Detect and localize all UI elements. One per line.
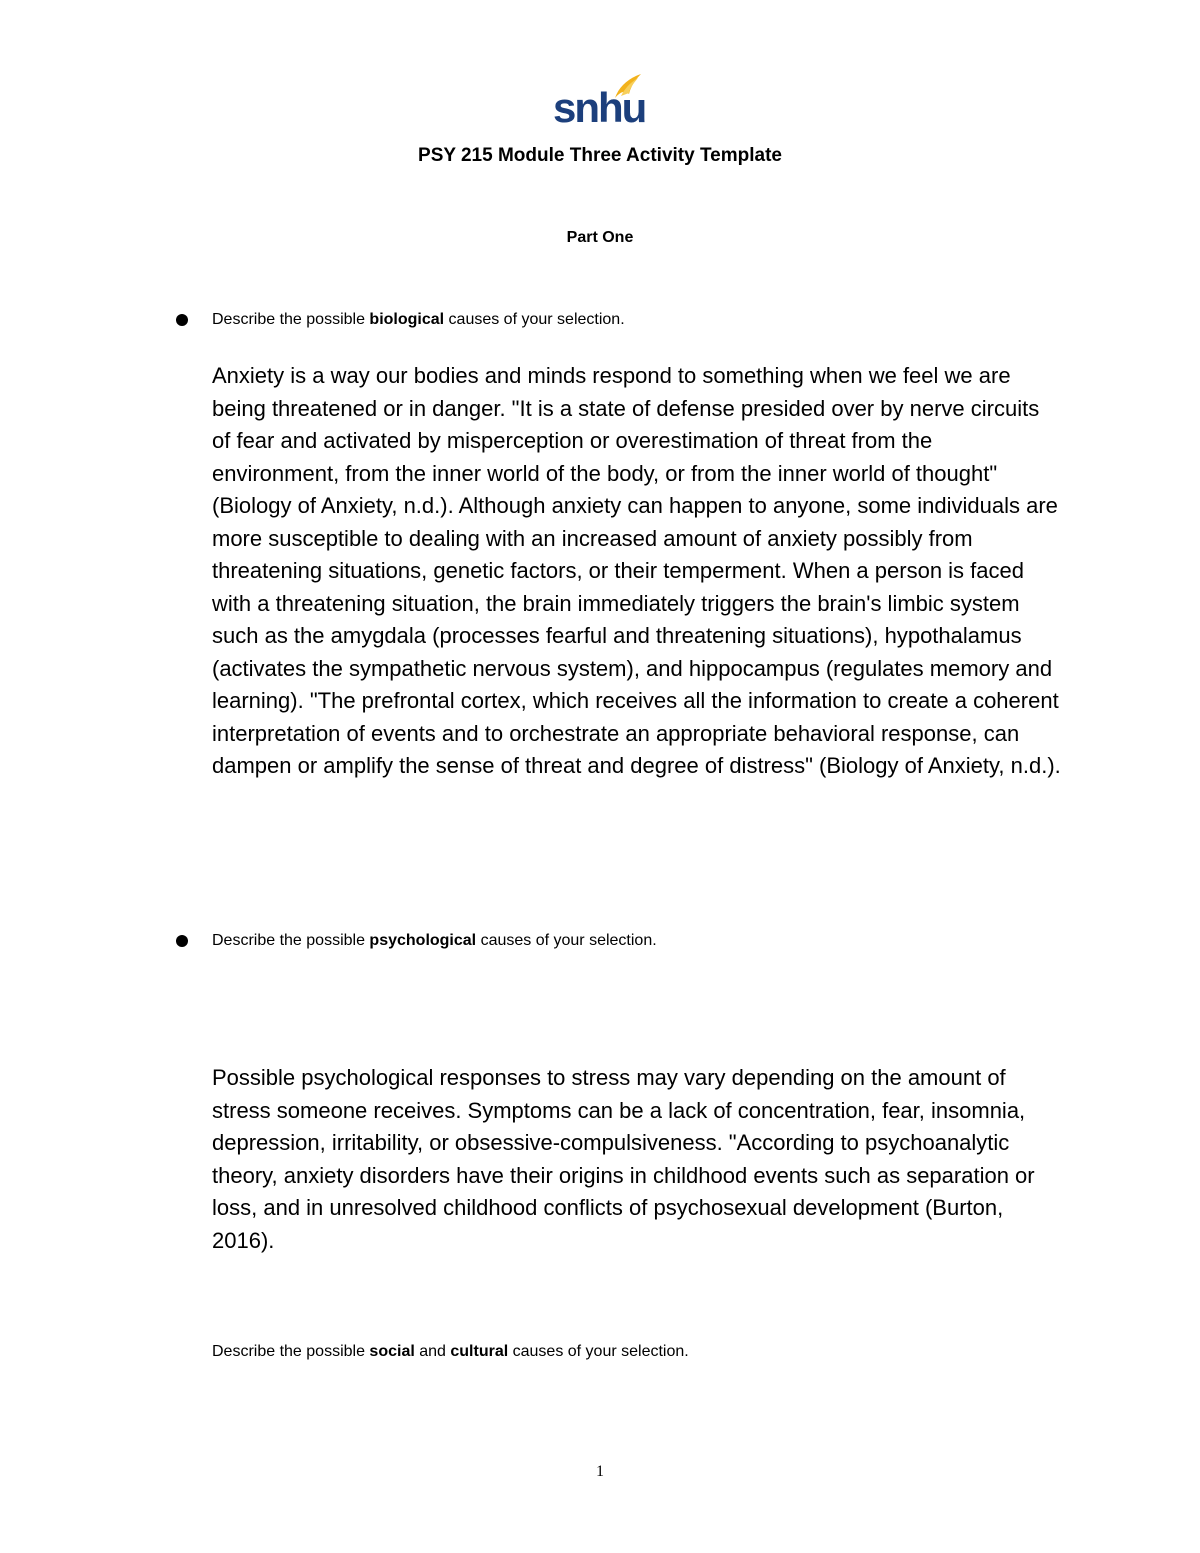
prompt-text: Describe the possible psychological causes of your selection. [212, 932, 657, 949]
prompt-text: Describe the possible biological causes of your selection. [212, 311, 625, 328]
answer-biological [212, 360, 1062, 783]
document-title: PSY 215 Module Three Activity Template [418, 145, 782, 166]
bullet-icon [176, 314, 188, 326]
part-title: Part One [566, 229, 634, 246]
page-number: 1 [596, 1463, 604, 1480]
answer-text: Anxiety is a way our bodies and minds respond to something when we feel we are being threatened or in danger. "It is a state of defense presided over by nerve circuits of fear and activated by misperception or overestimation of threat from the environment, from the inner world of the body, or from the inner world of thought" (Biology of Anxiety, n.d.). Although anxiety can happen to anyone, some individuals are more susceptible to dealing with an increased amount of anxiety possibly from threatening situations, genetic factors, or their temperment. When a person is faced with a threatening situation, the brain immediately triggers the brain's limbic system such as the amygdala (processes fearful and threatening situations), hypothalamus (activates the sympathetic nervous system), and hippocampus (regulates memory and learning). "The prefrontal cortex, which receives all the information to create a coherent interpretation of events and to orchestrate an appropriate behavioral response, can dampen or amplify the sense of threat and degree of distress" (Biology of Anxiety, n.d.). [212, 363, 1061, 778]
logo-wordmark: snhu [553, 84, 646, 131]
bullet-icon [176, 935, 188, 947]
prompt-social-cultural: Describe the possible social and cultural causes of your selection. [212, 1343, 689, 1360]
answer-psychological [212, 1062, 1062, 1257]
snhu-logo [553, 72, 646, 132]
answer-text: Possible psychological responses to stress may vary depending on the amount of stress someone receives. Symptoms can be a lack of concentration, fear, insomnia, depression, irritability, or obsessive-compulsiveness. "According to psychoanalytic theory, anxiety disorders have their origins in childhood events such as separation or loss, and in unresolved childhood conflicts of psychosexual development (Burton, 2016). [212, 1065, 1035, 1253]
